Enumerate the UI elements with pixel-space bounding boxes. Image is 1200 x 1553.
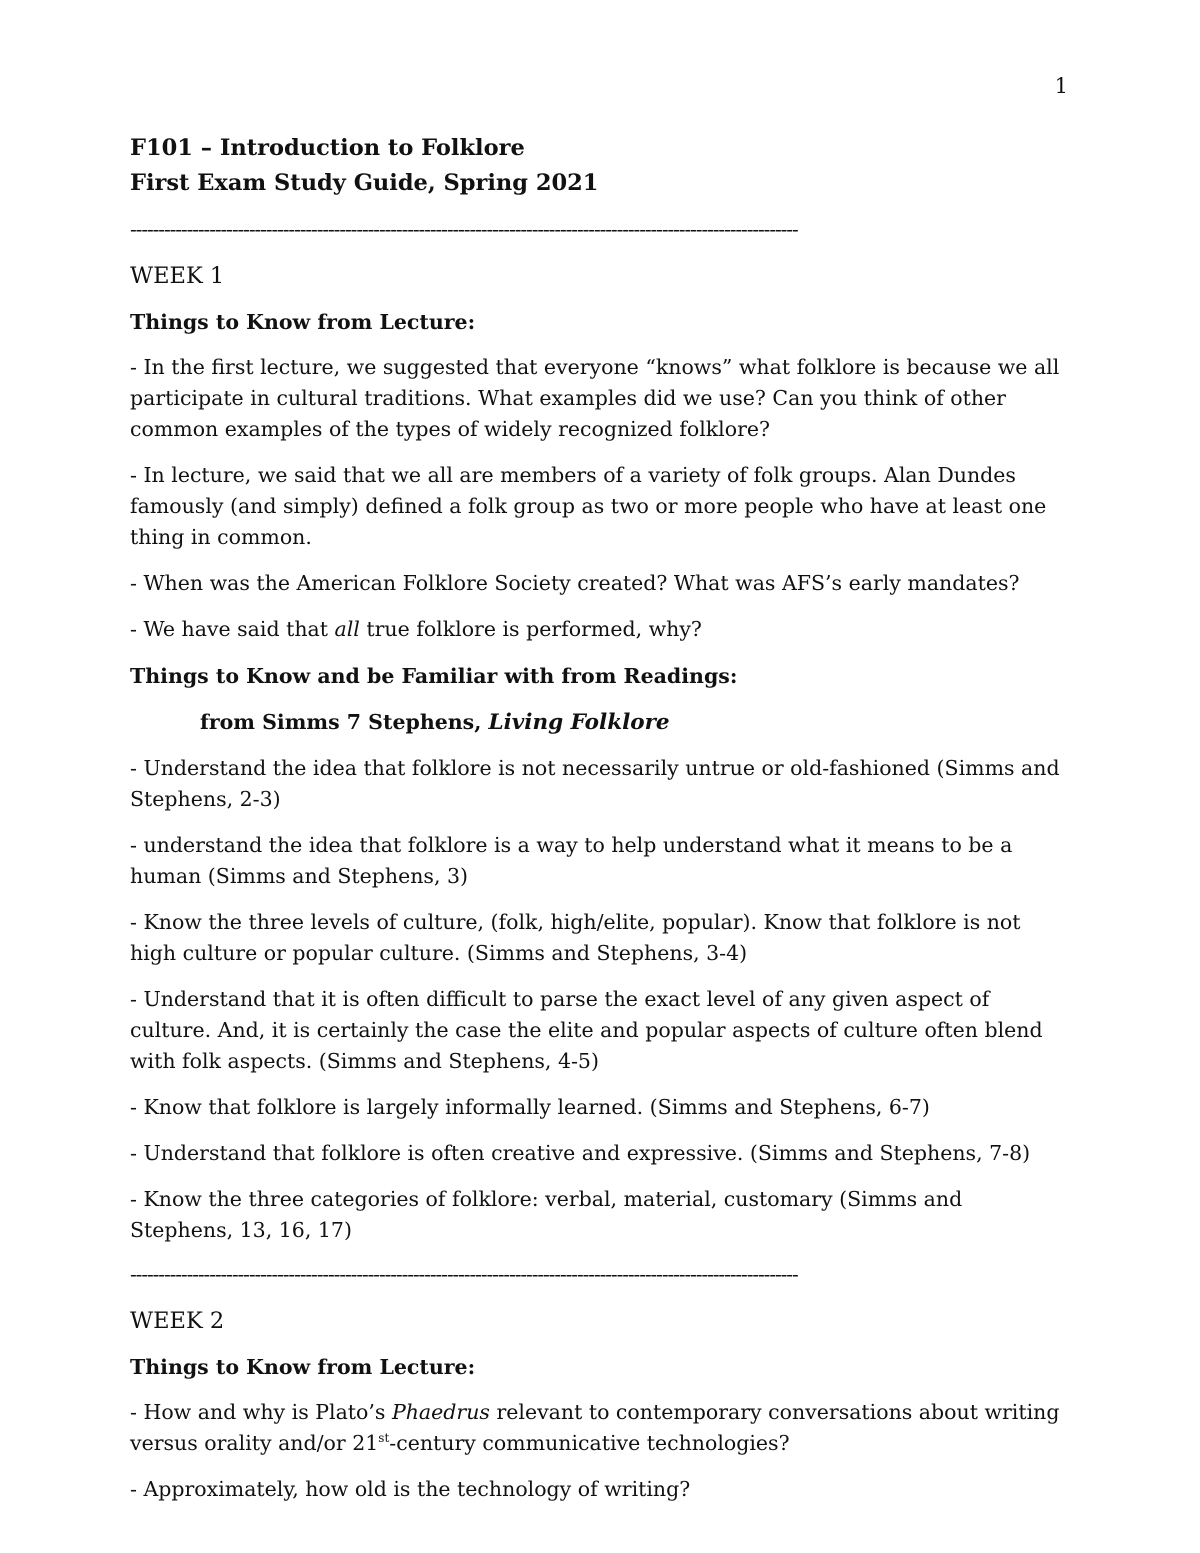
week-2-heading: WEEK 2 [130, 1308, 225, 1334]
week-1-heading: WEEK 1 [130, 263, 225, 289]
guide-title: First Exam Study Guide, Spring 2021 [130, 170, 599, 196]
list-item: - Approximately, how old is the technology of writing? [130, 1477, 691, 1501]
list-item: - In lecture, we said that we all are members of a variety of folk groups. Alan Dundes famously (and simply) defined a folk group as two or more people who have at least one thing in common. [130, 463, 1047, 549]
list-item: - Understand that folklore is often creative and expressive. (Simms and Stephens, 7-8) [130, 1141, 1031, 1165]
list-item: - Understand the idea that folklore is not necessarily untrue or old-fashioned (Simms and Stephens, 2-3) [130, 756, 1060, 811]
list-item: - Understand that it is often difficult to parse the exact level of any given aspect of culture. And, it is certainly the case the elite and popular aspects of culture often blend with folk aspects. (Simms and Stephens, 4-5) [130, 987, 1043, 1073]
course-title: F101 – Introduction to Folklore [130, 135, 525, 161]
week-1-lecture-heading: Things to Know from Lecture: [130, 310, 476, 334]
separator-line: ---------------------------------------------------------------------------------------------------------------------- [130, 1262, 798, 1286]
week-2-lecture-heading: Things to Know from Lecture: [130, 1355, 476, 1379]
page-number: 1 [1054, 74, 1068, 98]
week-1-readings-heading: Things to Know and be Familiar with from Readings: [130, 664, 738, 688]
item-text: - We have said that [130, 617, 335, 641]
list-item: - understand the idea that folklore is a way to help understand what it means to be a human (Simms and Stephens, 3) [130, 833, 1013, 888]
book-title: Living Folklore [488, 710, 670, 735]
reading-source-prefix: from Simms 7 Stephens, [200, 710, 489, 734]
item-text: relevant to contemporary conversations about writing versus orality and/or 21 [130, 1400, 1060, 1455]
item-text: true folklore is performed, why? [359, 617, 702, 641]
list-item: - When was the American Folklore Society created? What was AFS’s early mandates? [130, 571, 1020, 595]
superscript-text: st [378, 1431, 390, 1446]
list-item: - In the first lecture, we suggested that everyone “knows” what folklore is because we all participate in cultural traditions. What examples did we use? Can you think of other common examples of the types of widely recognized folklore? [130, 355, 1060, 441]
list-item: - Know that folklore is largely informally learned. (Simms and Stephens, 6-7) [130, 1095, 930, 1119]
list-item [130, 1397, 1070, 1459]
list-item: - Know the three levels of culture, (folk, high/elite, popular). Know that folklore is not high culture or popular culture. (Simms and Stephens, 3-4) [130, 910, 1021, 965]
separator-line: ---------------------------------------------------------------------------------------------------------------------- [130, 217, 798, 241]
emphasis-text: all [334, 617, 360, 641]
document-body [130, 131, 1070, 1505]
list-item: - Know the three categories of folklore: verbal, material, customary (Simms and Stephens, 13, 16, 17) [130, 1187, 963, 1242]
item-text: - How and why is Plato’s [130, 1400, 392, 1424]
list-item [130, 614, 1070, 645]
emphasis-text: Phaedrus [391, 1400, 490, 1424]
item-text: -century communicative technologies? [389, 1431, 790, 1455]
reading-source [200, 707, 1070, 738]
